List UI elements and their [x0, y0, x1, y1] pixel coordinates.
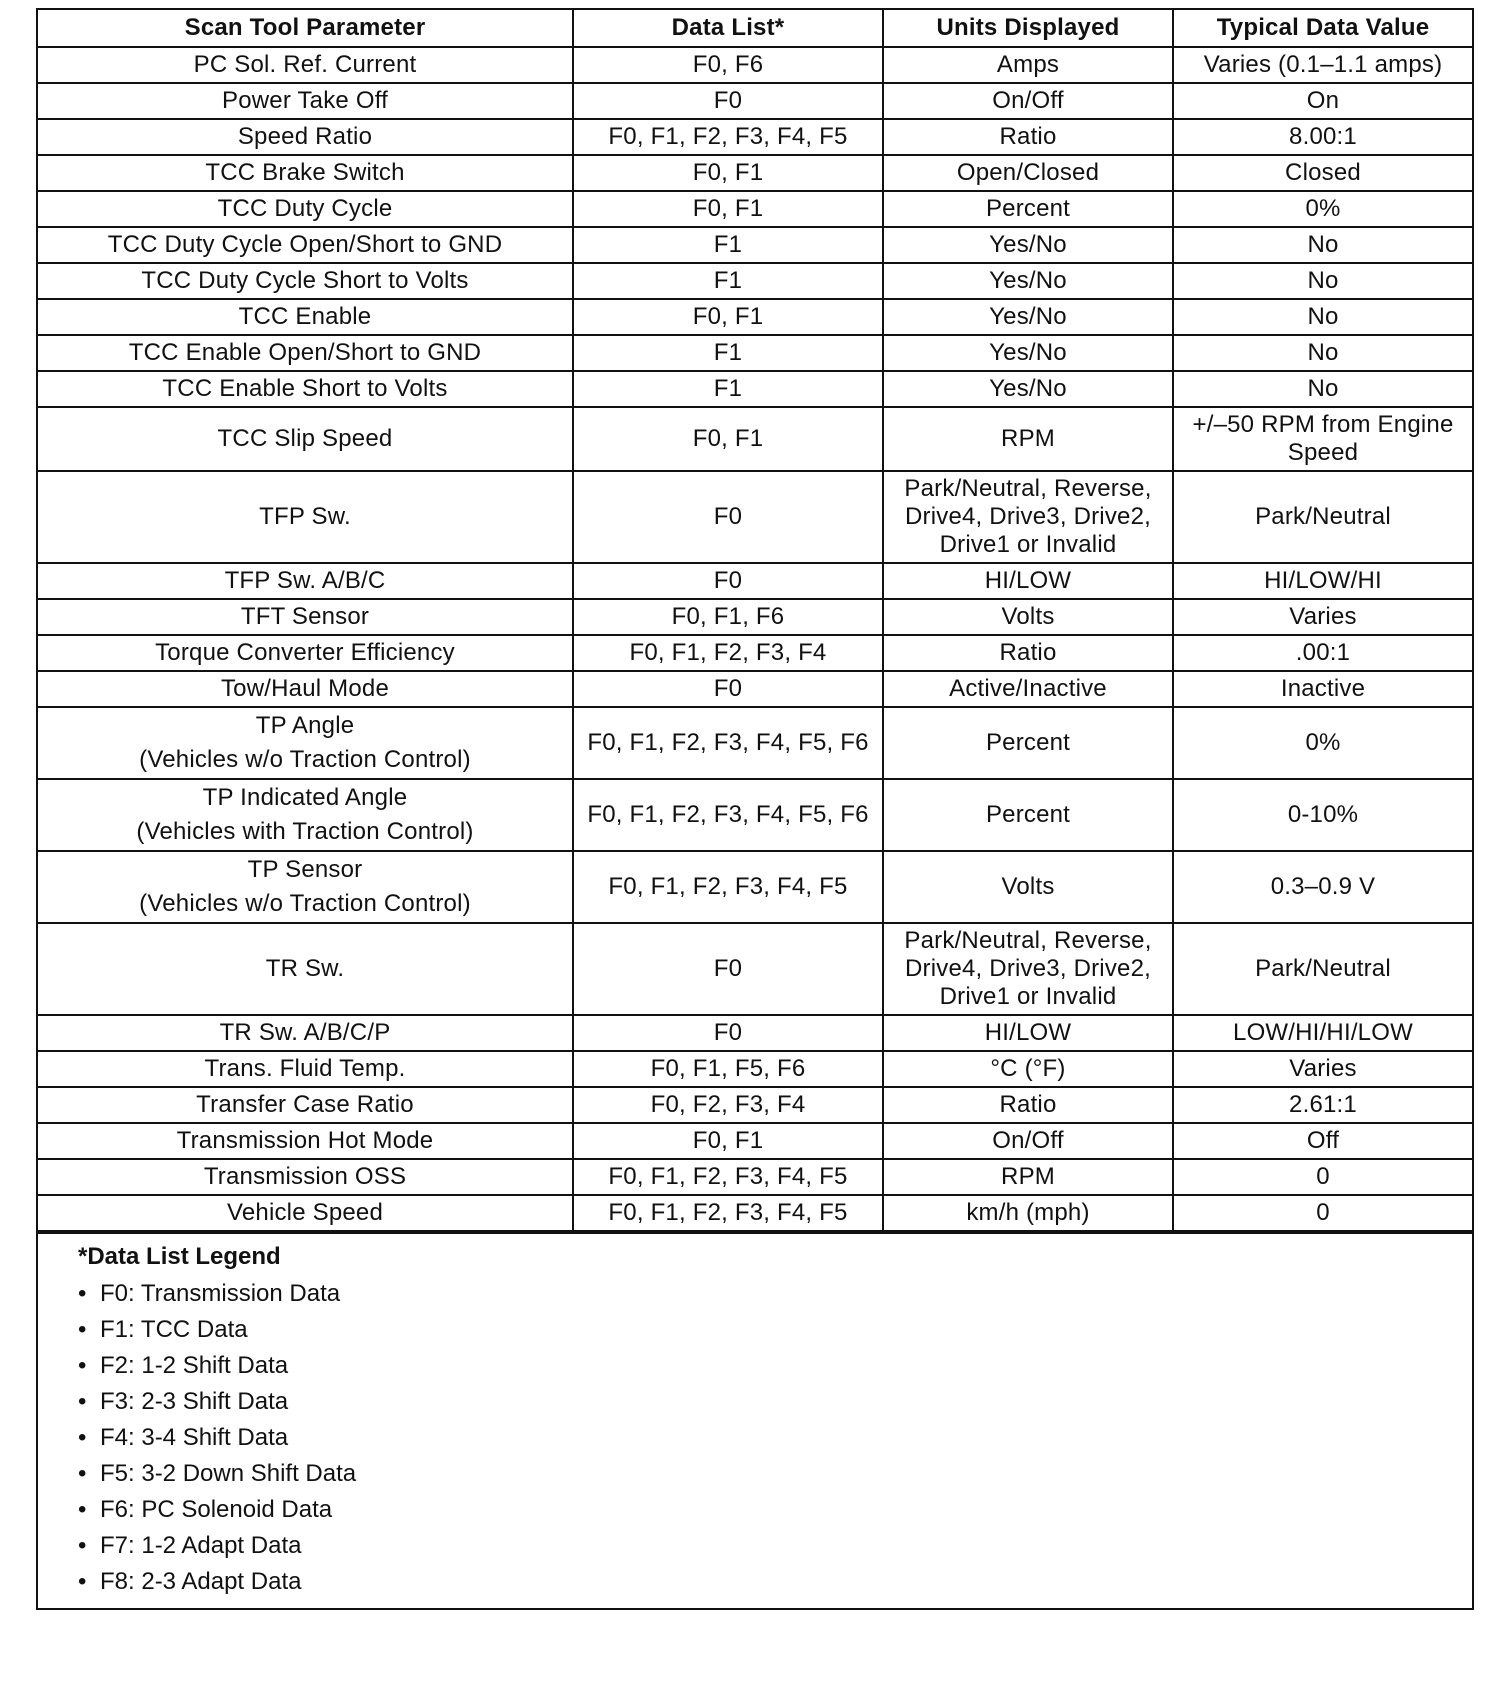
- parameter-name: TFP Sw. A/B/C: [224, 567, 386, 594]
- cell-data-list: F0, F1, F2, F3, F4, F5, F6: [573, 779, 883, 851]
- cell-units: RPM: [883, 407, 1173, 471]
- cell-data-list: F0, F1: [573, 299, 883, 335]
- cell-data-list: F1: [573, 335, 883, 371]
- cell-units: HI/LOW: [883, 563, 1173, 599]
- cell-data-list: F0: [573, 471, 883, 563]
- header-data-list: Data List*: [573, 10, 883, 47]
- cell-parameter: [38, 635, 573, 671]
- cell-data-list: F0: [573, 671, 883, 707]
- table-row: [38, 1051, 1472, 1087]
- header-units-displayed: Units Displayed: [883, 10, 1173, 47]
- cell-units: Yes/No: [883, 371, 1173, 407]
- table-row: [38, 1087, 1472, 1123]
- cell-units: km/h (mph): [883, 1195, 1173, 1231]
- cell-data-list: F0, F1, F2, F3, F4, F5: [573, 1159, 883, 1195]
- cell-data-list: F0, F1, F2, F3, F4, F5: [573, 1195, 883, 1231]
- cell-units: Yes/No: [883, 263, 1173, 299]
- cell-data-list: F0: [573, 563, 883, 599]
- legend-item: • F7: 1-2 Adapt Data: [78, 1528, 1472, 1564]
- table-row: [38, 1195, 1472, 1231]
- cell-typical-value: No: [1173, 299, 1472, 335]
- cell-parameter: [38, 83, 573, 119]
- cell-units: Yes/No: [883, 227, 1173, 263]
- cell-typical-value: Varies: [1173, 1051, 1472, 1087]
- cell-parameter: [38, 371, 573, 407]
- cell-typical-value: Closed: [1173, 155, 1472, 191]
- cell-parameter: [38, 47, 573, 83]
- parameter-name: TP Sensor: [247, 856, 363, 883]
- parameter-name: TR Sw. A/B/C/P: [219, 1019, 391, 1046]
- parameter-name: Transmission Hot Mode: [176, 1127, 434, 1154]
- cell-typical-value: LOW/HI/HI/LOW: [1173, 1015, 1472, 1051]
- cell-typical-value: 2.61:1: [1173, 1087, 1472, 1123]
- legend-item: • F2: 1-2 Shift Data: [78, 1348, 1472, 1384]
- cell-parameter: [38, 471, 573, 563]
- cell-typical-value: 0: [1173, 1195, 1472, 1231]
- cell-units: Park/Neutral, Reverse, Drive4, Drive3, Drive2, Drive1 or Invalid: [883, 471, 1173, 563]
- cell-data-list: F0, F1, F2, F3, F4: [573, 635, 883, 671]
- table-row: [38, 191, 1472, 227]
- cell-parameter: [38, 1015, 573, 1051]
- cell-typical-value: 8.00:1: [1173, 119, 1472, 155]
- table-body: [38, 47, 1472, 1231]
- cell-typical-value: Varies: [1173, 599, 1472, 635]
- table-row: [38, 335, 1472, 371]
- parameter-name: TCC Duty Cycle: [217, 195, 393, 222]
- table-row: [38, 263, 1472, 299]
- table-row: [38, 471, 1472, 563]
- cell-data-list: F1: [573, 371, 883, 407]
- cell-units: Yes/No: [883, 335, 1173, 371]
- legend-item: • F5: 3-2 Down Shift Data: [78, 1456, 1472, 1492]
- cell-data-list: F0, F1: [573, 191, 883, 227]
- cell-units: Percent: [883, 191, 1173, 227]
- cell-units: HI/LOW: [883, 1015, 1173, 1051]
- cell-data-list: F0, F2, F3, F4: [573, 1087, 883, 1123]
- table-row: [38, 1015, 1472, 1051]
- cell-parameter: [38, 1159, 573, 1195]
- cell-parameter: [38, 227, 573, 263]
- cell-data-list: F0, F6: [573, 47, 883, 83]
- cell-units: Open/Closed: [883, 155, 1173, 191]
- cell-data-list: F0, F1, F6: [573, 599, 883, 635]
- parameter-name: TFP Sw.: [259, 503, 351, 530]
- parameter-name: PC Sol. Ref. Current: [193, 51, 417, 78]
- cell-data-list: F0, F1: [573, 407, 883, 471]
- cell-data-list: F0: [573, 83, 883, 119]
- cell-units: Yes/No: [883, 299, 1173, 335]
- cell-units: Ratio: [883, 119, 1173, 155]
- table-row: [38, 371, 1472, 407]
- parameter-name: TCC Duty Cycle Open/Short to GND: [107, 231, 503, 258]
- parameter-qualifier: (Vehicles with Traction Control): [136, 818, 474, 845]
- cell-parameter: [38, 923, 573, 1015]
- parameter-name: TP Indicated Angle: [202, 784, 408, 811]
- cell-parameter: [38, 263, 573, 299]
- parameter-qualifier: (Vehicles w/o Traction Control): [139, 746, 471, 773]
- cell-data-list: F0, F1, F2, F3, F4, F5: [573, 851, 883, 923]
- legend-list: [78, 1276, 1472, 1600]
- cell-typical-value: +/–50 RPM from Engine Speed: [1173, 407, 1472, 471]
- table-row: [38, 563, 1472, 599]
- cell-units: RPM: [883, 1159, 1173, 1195]
- cell-units: Ratio: [883, 635, 1173, 671]
- parameter-name: Tow/Haul Mode: [220, 675, 389, 702]
- table-row: [38, 47, 1472, 83]
- table-row: [38, 1123, 1472, 1159]
- cell-units: On/Off: [883, 1123, 1173, 1159]
- table-row: [38, 227, 1472, 263]
- table-row: [38, 407, 1472, 471]
- cell-units: Ratio: [883, 1087, 1173, 1123]
- cell-data-list: F0: [573, 1015, 883, 1051]
- cell-parameter: [38, 155, 573, 191]
- cell-data-list: F0, F1: [573, 155, 883, 191]
- cell-data-list: F1: [573, 263, 883, 299]
- scan-tool-parameter-table: [38, 10, 1472, 1232]
- cell-parameter: [38, 671, 573, 707]
- cell-units: °C (°F): [883, 1051, 1173, 1087]
- legend-item: • F4: 3-4 Shift Data: [78, 1420, 1472, 1456]
- table-row: [38, 299, 1472, 335]
- parameter-name: TCC Brake Switch: [205, 159, 405, 186]
- cell-data-list: F0: [573, 923, 883, 1015]
- cell-typical-value: Park/Neutral: [1173, 471, 1472, 563]
- legend-item: • F1: TCC Data: [78, 1312, 1472, 1348]
- parameter-name: Torque Converter Efficiency: [155, 639, 455, 666]
- cell-typical-value: No: [1173, 371, 1472, 407]
- cell-data-list: F0, F1, F5, F6: [573, 1051, 883, 1087]
- cell-parameter: [38, 851, 573, 923]
- cell-parameter: [38, 119, 573, 155]
- table-row: [38, 83, 1472, 119]
- parameter-name: Trans. Fluid Temp.: [204, 1055, 406, 1082]
- cell-typical-value: Varies (0.1–1.1 amps): [1173, 47, 1472, 83]
- cell-parameter: [38, 707, 573, 779]
- parameter-name: TCC Duty Cycle Short to Volts: [141, 267, 469, 294]
- cell-typical-value: No: [1173, 227, 1472, 263]
- table-row: [38, 923, 1472, 1015]
- cell-parameter: [38, 299, 573, 335]
- table-row: [38, 671, 1472, 707]
- table-header-row: [38, 10, 1472, 47]
- table-row: [38, 119, 1472, 155]
- parameter-name: TP Angle: [255, 712, 355, 739]
- parameter-name: Power Take Off: [222, 87, 388, 114]
- parameter-name: TCC Enable: [238, 303, 372, 330]
- cell-typical-value: No: [1173, 335, 1472, 371]
- table-row: [38, 707, 1472, 779]
- cell-parameter: [38, 191, 573, 227]
- cell-data-list: F1: [573, 227, 883, 263]
- parameter-name: TCC Enable Open/Short to GND: [128, 339, 482, 366]
- cell-parameter: [38, 1123, 573, 1159]
- table-row: [38, 779, 1472, 851]
- legend-title: *Data List Legend: [78, 1243, 281, 1270]
- cell-typical-value: 0: [1173, 1159, 1472, 1195]
- parameter-name: Speed Ratio: [237, 123, 373, 150]
- data-list-legend: [38, 1232, 1472, 1608]
- table-row: [38, 155, 1472, 191]
- cell-units: Percent: [883, 779, 1173, 851]
- cell-parameter: [38, 407, 573, 471]
- cell-typical-value: HI/LOW/HI: [1173, 563, 1472, 599]
- cell-parameter: [38, 563, 573, 599]
- cell-typical-value: Park/Neutral: [1173, 923, 1472, 1015]
- cell-parameter: [38, 1195, 573, 1231]
- cell-units: Volts: [883, 851, 1173, 923]
- cell-typical-value: Off: [1173, 1123, 1472, 1159]
- cell-typical-value: .00:1: [1173, 635, 1472, 671]
- header-typical-data-value: Typical Data Value: [1173, 10, 1472, 47]
- cell-data-list: F0, F1: [573, 1123, 883, 1159]
- cell-parameter: [38, 779, 573, 851]
- cell-parameter: [38, 335, 573, 371]
- cell-parameter: [38, 1051, 573, 1087]
- table-row: [38, 635, 1472, 671]
- parameter-name: Vehicle Speed: [226, 1199, 384, 1226]
- cell-units: Park/Neutral, Reverse, Drive4, Drive3, Drive2, Drive1 or Invalid: [883, 923, 1173, 1015]
- table-row: [38, 1159, 1472, 1195]
- cell-data-list: F0, F1, F2, F3, F4, F5, F6: [573, 707, 883, 779]
- cell-units: Amps: [883, 47, 1173, 83]
- cell-typical-value: No: [1173, 263, 1472, 299]
- scan-tool-data-sheet: [36, 8, 1474, 1610]
- cell-typical-value: 0.3–0.9 V: [1173, 851, 1472, 923]
- cell-typical-value: On: [1173, 83, 1472, 119]
- legend-item: • F8: 2-3 Adapt Data: [78, 1564, 1472, 1600]
- cell-typical-value: 0-10%: [1173, 779, 1472, 851]
- cell-typical-value: 0%: [1173, 707, 1472, 779]
- parameter-name: Transfer Case Ratio: [196, 1091, 414, 1118]
- cell-parameter: [38, 599, 573, 635]
- parameter-name: TR Sw.: [265, 955, 345, 982]
- parameter-qualifier: (Vehicles w/o Traction Control): [139, 890, 471, 917]
- cell-typical-value: Inactive: [1173, 671, 1472, 707]
- table-row: [38, 851, 1472, 923]
- cell-units: Active/Inactive: [883, 671, 1173, 707]
- legend-item: • F3: 2-3 Shift Data: [78, 1384, 1472, 1420]
- parameter-name: TCC Enable Short to Volts: [162, 375, 448, 402]
- header-scan-tool-parameter: Scan Tool Parameter: [38, 10, 573, 47]
- cell-units: On/Off: [883, 83, 1173, 119]
- table-row: [38, 599, 1472, 635]
- legend-item: • F6: PC Solenoid Data: [78, 1492, 1472, 1528]
- parameter-name: TCC Slip Speed: [217, 425, 393, 452]
- parameter-name: Transmission OSS: [203, 1163, 407, 1190]
- cell-units: Volts: [883, 599, 1173, 635]
- cell-parameter: [38, 1087, 573, 1123]
- legend-item: • F0: Transmission Data: [78, 1276, 1472, 1312]
- cell-data-list: F0, F1, F2, F3, F4, F5: [573, 119, 883, 155]
- cell-typical-value: 0%: [1173, 191, 1472, 227]
- parameter-name: TFT Sensor: [240, 603, 370, 630]
- cell-units: Percent: [883, 707, 1173, 779]
